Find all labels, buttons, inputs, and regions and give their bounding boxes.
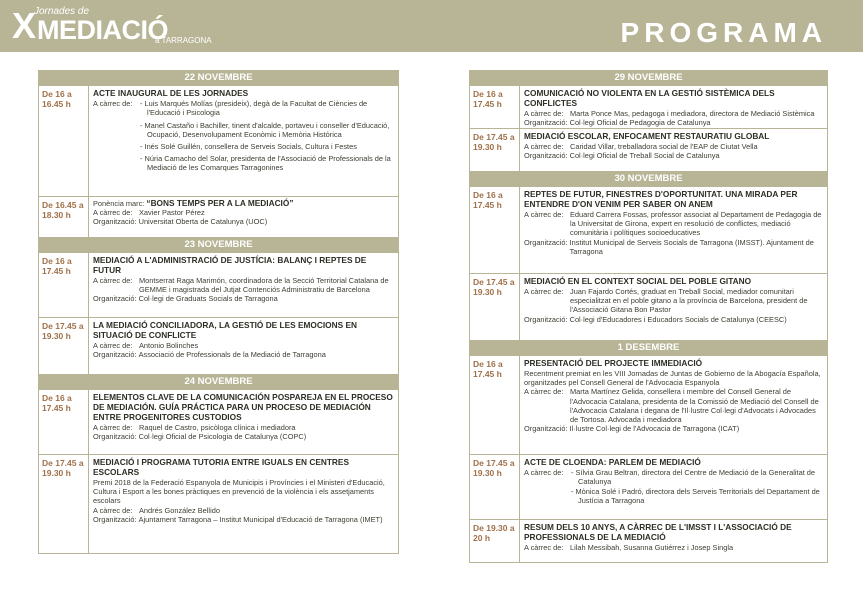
session-row bbox=[39, 253, 398, 318]
session-title: PRESENTACIÓ DEL PROJECTE IMMEDIACIÓ bbox=[524, 358, 703, 368]
org-value: Associació de Professionals de la Mediació de Tarragona bbox=[138, 350, 326, 360]
carrec-line bbox=[93, 506, 395, 515]
session-content bbox=[89, 318, 398, 374]
session-row bbox=[470, 129, 827, 172]
org-label: Organització: bbox=[524, 424, 568, 434]
session-title: LA MEDIACIÓ CONCILIADORA, LA GESTIÓ DE LES EMOCIONS EN SITUACIÓ DE CONFLICTE bbox=[93, 320, 357, 340]
carrec-label: A càrrec de: bbox=[93, 99, 133, 108]
session-content bbox=[520, 86, 827, 128]
session-time: De 17.45 a 19.30 h bbox=[470, 455, 520, 519]
session-content bbox=[520, 274, 827, 340]
session-title: ELEMENTOS CLAVE DE LA COMUNICACIÓN POSPAREJA EN EL PROCESO DE MEDIACIÓN. GUÍA PRÁCTICA PARA UN PROCESO DE MEDIACIÓN ENTRE PROGENITORES CUSTODIOS bbox=[93, 392, 393, 422]
carrec-label: A càrrec de: bbox=[524, 109, 564, 118]
logo-mediacio: MEDIACIÓ bbox=[37, 15, 168, 45]
speaker-item: - Luis Marqués Molías (presideix), degà de la Facultat de Ciències de l'Educació i Psicologia bbox=[140, 99, 368, 118]
session-time: De 17.45 a 19.30 h bbox=[39, 318, 89, 374]
org-value: Universitat Oberta de Catalunya (UOC) bbox=[138, 217, 268, 227]
carrec-label: A càrrec de: bbox=[524, 210, 564, 219]
carrec-value: Caridad Villar, treballadora social de l'EAP de Ciutat Vella bbox=[570, 142, 758, 151]
day-header-22: 22 NOVEMBRE bbox=[39, 71, 398, 86]
org-value: Col·legi Oficial de Psicologia de Catalunya (COPC) bbox=[138, 432, 307, 442]
carrec-line bbox=[93, 423, 395, 432]
carrec-line bbox=[93, 208, 395, 217]
org-line bbox=[524, 315, 824, 324]
carrec-line bbox=[524, 210, 824, 238]
page-title: PROGRAMA bbox=[620, 17, 827, 48]
session-description: Recentment premiat en les VIII Jornadas de Juntas de Gobierno de la Abogacía Española, organitzades pel Consell General de l'Advocacia Espanyola bbox=[524, 369, 821, 388]
session-row bbox=[470, 187, 827, 274]
session-time: De 16 a 17.45 h bbox=[470, 356, 520, 454]
session-time: De 16.45 a 18.30 h bbox=[39, 197, 89, 237]
session-title: MEDIACIÓ ESCOLAR, ENFOCAMENT RESTAURATIU GLOBAL bbox=[524, 131, 770, 141]
carrec-line bbox=[524, 543, 824, 552]
logo-jornades: Jornades de bbox=[34, 6, 90, 17]
session-row bbox=[39, 86, 398, 197]
carrec-value: Andrés González Bellido bbox=[139, 505, 220, 515]
org-label: Organització: bbox=[93, 350, 137, 360]
ponencia-prefix: Ponència marc: bbox=[93, 199, 145, 208]
carrec-label: A càrrec de: bbox=[93, 276, 133, 285]
session-title: REPTES DE FUTUR, FINESTRES D'OPORTUNITAT. UNA MIRADA PER ENTENDRE D'ON VENIM PER SABER ON ANEM bbox=[524, 189, 798, 209]
carrec-label: A càrrec de: bbox=[93, 341, 133, 350]
day-header-23: 23 NOVEMBRE bbox=[39, 238, 398, 253]
carrec-label: A càrrec de: bbox=[524, 468, 564, 477]
header-band bbox=[0, 0, 863, 52]
org-value: Col·legi d'Educadores i Educadors Socials de Catalunya (CEESC) bbox=[569, 314, 787, 324]
carrec-value: Xavier Pastor Pérez bbox=[139, 208, 205, 218]
speaker-item: - Mònica Solé i Padró, directora dels Serveis Territorials del Departament de Justícia a Tarragona bbox=[571, 486, 820, 505]
carrec-label: A càrrec de: bbox=[93, 423, 133, 432]
session-row bbox=[470, 520, 827, 562]
session-content bbox=[89, 86, 398, 196]
org-label: Organització: bbox=[524, 118, 568, 128]
carrec-line bbox=[93, 341, 395, 350]
org-line bbox=[524, 118, 824, 127]
org-line bbox=[93, 217, 395, 226]
session-row bbox=[39, 197, 398, 238]
carrec-line bbox=[93, 276, 395, 294]
carrec-label: A càrrec de: bbox=[524, 387, 564, 397]
carrec-line bbox=[524, 387, 824, 424]
session-content bbox=[89, 197, 398, 237]
org-line bbox=[93, 294, 395, 303]
program-right-column bbox=[469, 70, 828, 563]
session-time: De 16 a 17.45 h bbox=[39, 253, 89, 317]
org-value: Institut Municipal de Serveis Socials de Tarragona (IMSST). Ajuntament de Tarragona bbox=[569, 237, 814, 256]
carrec-value: Montserrat Raga Marimón, coordinadora de la Secció Territorial Catalana de GEMME i magistrada del Jutjat Contenciós Administratiu de Barcelona bbox=[139, 276, 389, 295]
session-description: Premi 2018 de la Federació Espanyola de Municipis i Províncies i el Ministeri d'Educació, Cultura i Esport a les bones pràctiques en prevenció de la violència i els assetjaments escolars bbox=[93, 478, 385, 506]
carrec-line bbox=[524, 142, 824, 151]
day-header-29: 29 NOVEMBRE bbox=[470, 71, 827, 86]
org-label: Organització: bbox=[524, 151, 568, 161]
session-row bbox=[470, 274, 827, 341]
session-time: De 16 a 17.45 h bbox=[39, 390, 89, 454]
org-value: Col·legi de Graduats Socials de Tarragona bbox=[138, 294, 278, 304]
day-header-30: 30 NOVEMBRE bbox=[470, 172, 827, 187]
session-time: De 17.45 a 19.30 h bbox=[470, 274, 520, 340]
session-title: ACTE INAUGURAL DE LES JORNADES bbox=[93, 88, 249, 98]
org-value: Col·legi Oficial de Treball Social de Catalunya bbox=[569, 151, 720, 161]
org-line bbox=[93, 350, 395, 359]
day-header-1: 1 DESEMBRE bbox=[470, 341, 827, 356]
org-line bbox=[524, 238, 824, 256]
carrec-value: Antonio Bolinches bbox=[139, 341, 199, 350]
org-line bbox=[524, 151, 824, 160]
carrec-value: Marta Martínez Gelida, consellera i membre del Consell General de l'Advocacia Catalana, presidenta de la Comissió de Mediació del Consell de l'Advocacia Catalana i degana de l'Il·lustre Col·legi d'Advocats i Advocades de Tortosa. Advocada i mediadora bbox=[570, 387, 819, 425]
session-title: “BONS TEMPS PER A LA MEDIACIÓ” bbox=[146, 198, 294, 208]
session-time: De 17.45 a 19.30 h bbox=[470, 129, 520, 171]
carrec-label: A càrrec de: bbox=[93, 208, 133, 218]
org-line bbox=[524, 424, 824, 433]
carrec-value: Eduard Carrera Fossas, professor associat al Departament de Pedagogia de la Universitat de Girona, expert en resolució de conflictes, mediació comunitària i polítiques socioeducatives bbox=[570, 210, 822, 238]
carrec-value: Marta Ponce Mas, pedagoga i mediadora, directora de Mediació Sistèmica bbox=[570, 109, 815, 118]
session-title: MEDIACIÓ EN EL CONTEXT SOCIAL DEL POBLE GITANO bbox=[524, 276, 752, 286]
session-row bbox=[470, 86, 827, 129]
org-label: Organització: bbox=[93, 294, 137, 304]
session-content bbox=[520, 520, 827, 562]
session-content bbox=[89, 253, 398, 317]
session-title: RESUM DELS 10 ANYS, A CÀRREC DE L'IMSST I L'ASSOCIACIÓ DE PROFESSIONALS DE LA MEDIACIÓ bbox=[524, 522, 792, 542]
session-content bbox=[89, 455, 398, 553]
logo-x: X bbox=[12, 5, 37, 46]
speaker-item: - Sílvia Grau Beltran, directora del Centre de Mediació de la Generalitat de Catalunya bbox=[571, 468, 816, 487]
session-row bbox=[39, 318, 398, 375]
session-row bbox=[470, 356, 827, 455]
session-title: MEDIACIÓ I PROGRAMA TUTORIA ENTRE IGUALS EN CENTRES ESCOLARS bbox=[93, 457, 349, 477]
org-label: Organització: bbox=[93, 217, 137, 227]
session-content bbox=[520, 129, 827, 171]
org-label: Organització: bbox=[93, 514, 137, 524]
carrec-value: Raquel de Castro, psicòloga clínica i mediadora bbox=[139, 423, 296, 432]
speaker-item: - Manel Castaño i Bachiller, tinent d'alcalde, portaveu i conseller d'Educació, Ocupació, Desenvolupament Econòmic i Memòria Històrica bbox=[140, 120, 390, 139]
org-label: Organització: bbox=[93, 432, 137, 442]
org-label: Organització: bbox=[524, 237, 568, 247]
org-label: Organització: bbox=[524, 314, 568, 324]
session-time: De 16 a 16.45 h bbox=[39, 86, 89, 196]
carrec-label: A càrrec de: bbox=[524, 543, 564, 552]
carrec-label: A càrrec de: bbox=[524, 142, 564, 151]
session-time: De 16 a 17.45 h bbox=[470, 86, 520, 128]
org-value: Ajuntament Tarragona – Institut Municipal d'Educació de Tarragona (IMET) bbox=[138, 514, 383, 524]
carrec-line bbox=[524, 287, 824, 315]
program-left-column bbox=[38, 70, 399, 554]
session-time: De 19.30 a 20 h bbox=[470, 520, 520, 562]
logo-tarragona: a TARRAGONA bbox=[155, 36, 212, 45]
session-time: De 16 a 17.45 h bbox=[470, 187, 520, 273]
day-header-24: 24 NOVEMBRE bbox=[39, 375, 398, 390]
org-line bbox=[93, 515, 395, 524]
session-row bbox=[39, 455, 398, 553]
carrec-value: Juan Fajardo Cortés, graduat en Treball Social, mediador comunitari especialitzat en el poble gitano a la província de Barcelona, president de l'Associació Gitana Bon Pastor bbox=[570, 287, 808, 315]
org-value: Col·legi Oficial de Pedagogia de Catalunya bbox=[569, 118, 711, 128]
speaker-item: - Núria Camacho del Solar, presidenta de l'Associació de Professionals de la Mediació de les Comarques Tarragonines bbox=[140, 154, 391, 173]
org-value: Il·lustre Col·legi de l'Advocacia de Tarragona (ICAT) bbox=[569, 424, 740, 434]
session-title: ACTE DE CLOENDA: PARLEM DE MEDIACIÓ bbox=[524, 457, 701, 467]
carrec-line bbox=[524, 109, 824, 118]
session-content bbox=[520, 356, 827, 454]
org-line bbox=[93, 432, 395, 441]
session-title: COMUNICACIÓ NO VIOLENTA EN LA GESTIÓ SISTÈMICA DELS CONFLICTES bbox=[524, 88, 775, 108]
ponencia-line bbox=[93, 199, 395, 208]
session-time: De 17.45 a 19.30 h bbox=[39, 455, 89, 553]
carrec-value: Lilah Messibah, Susanna Gutiérrez i Josep Singla bbox=[570, 543, 734, 552]
speaker-item: - Inés Solé Guillén, consellera de Serveis Socials, Cultura i Festes bbox=[140, 142, 357, 152]
session-title: MEDIACIÓ A L'ADMINISTRACIÓ DE JUSTÍCIA: BALANÇ I REPTES DE FUTUR bbox=[93, 255, 367, 275]
session-content bbox=[89, 390, 398, 454]
session-content bbox=[520, 187, 827, 273]
carrec-label: A càrrec de: bbox=[524, 287, 564, 296]
carrec-label: A càrrec de: bbox=[93, 505, 133, 515]
session-row bbox=[470, 455, 827, 520]
session-row bbox=[39, 390, 398, 455]
session-content bbox=[520, 455, 827, 519]
